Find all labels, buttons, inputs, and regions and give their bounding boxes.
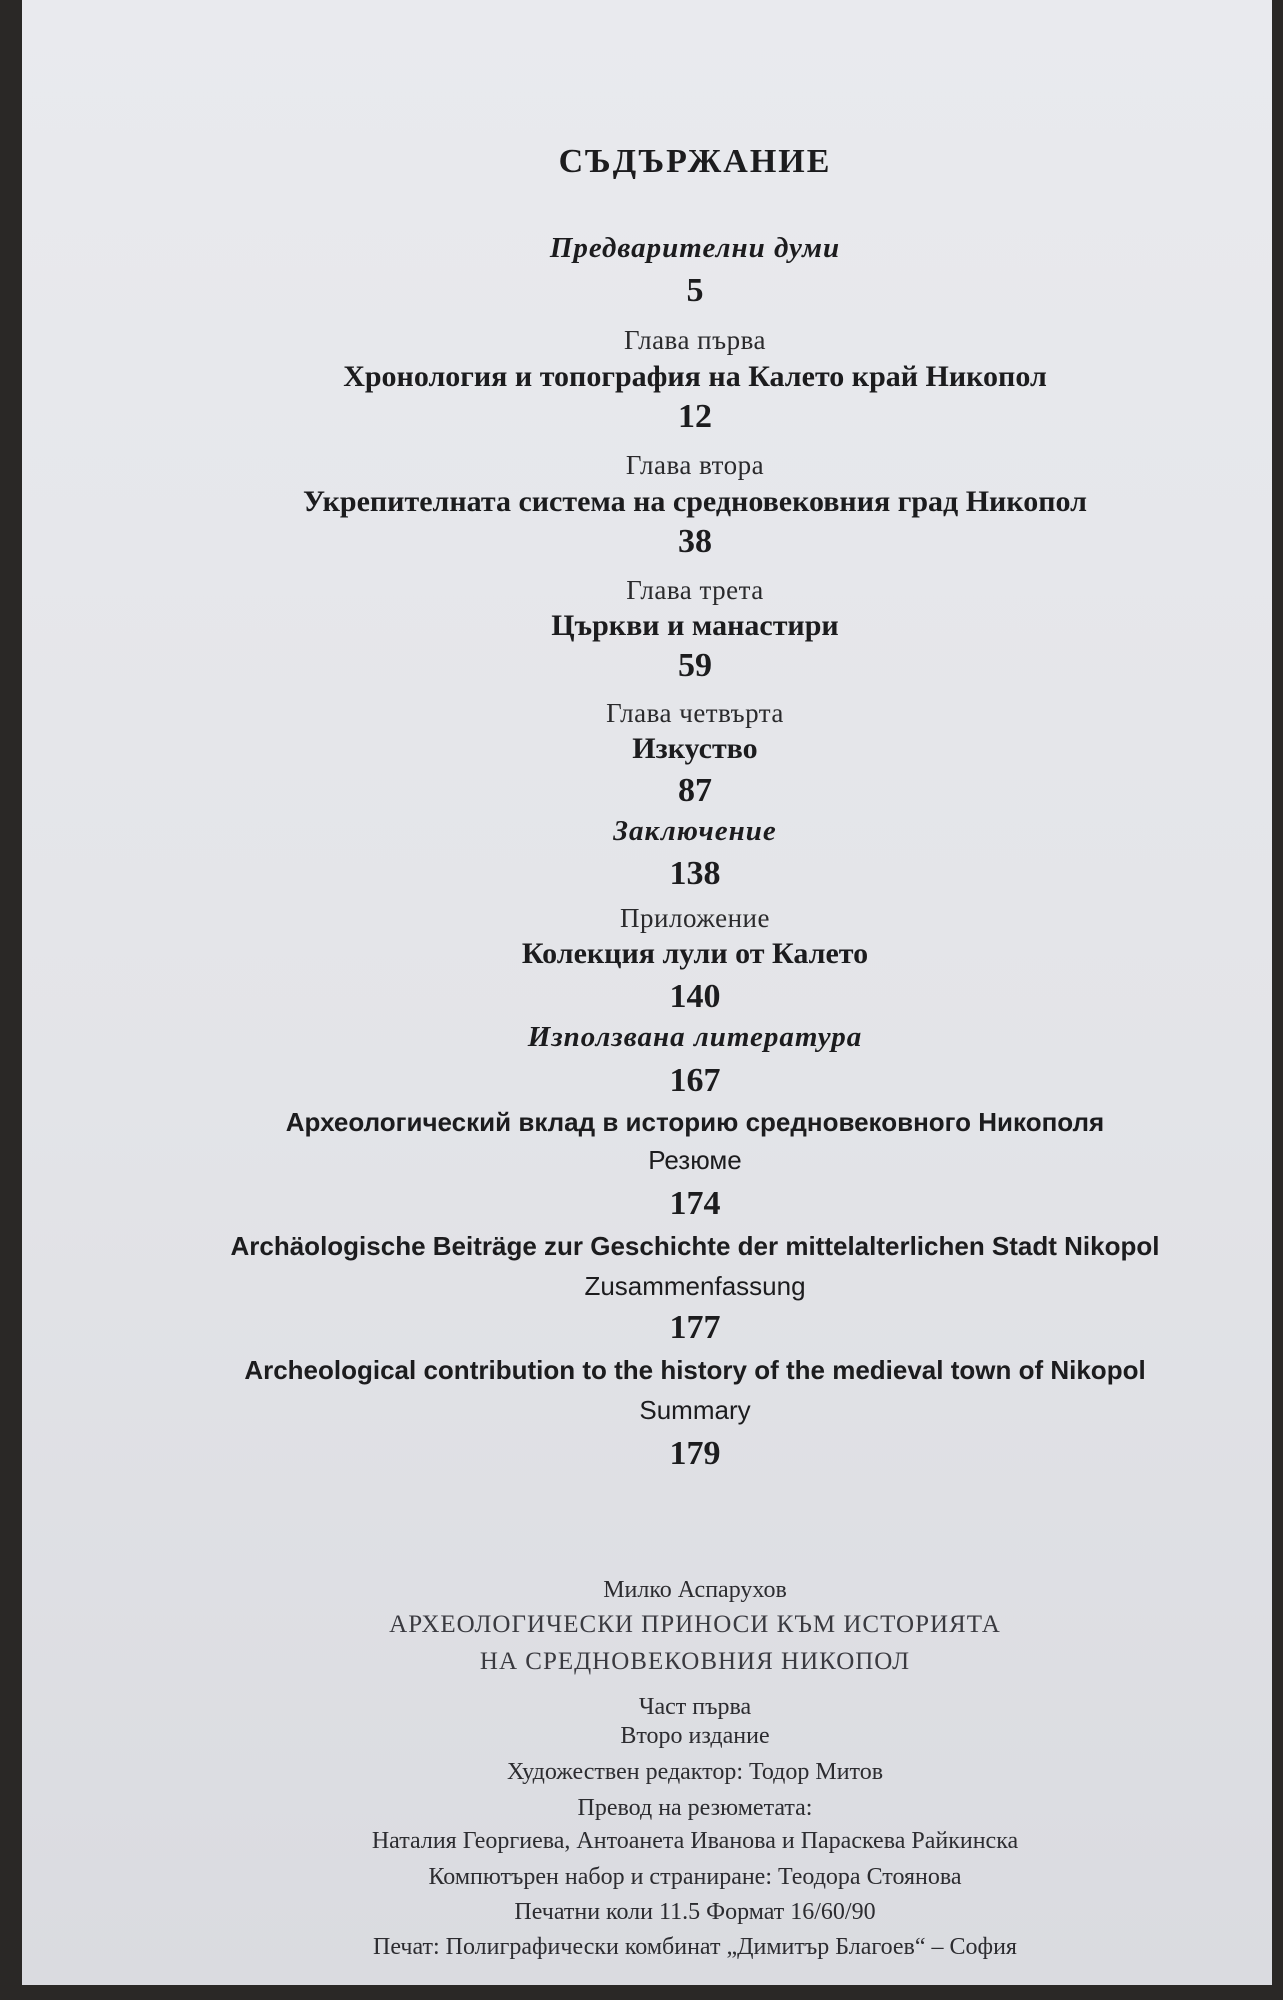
conclusion-page: 138: [669, 855, 721, 892]
toc-heading: СЪДЪРЖАНИЕ: [558, 143, 832, 180]
appendix-page: 140: [669, 978, 721, 1015]
appendix-title: Колекция лули от Калето: [521, 937, 869, 970]
summary-ru-title: Археологический вклад в историю средновековного Никополя: [285, 1107, 1105, 1137]
literature-page: 167: [669, 1062, 721, 1099]
imprint-edition: Второ издание: [620, 1723, 770, 1749]
summary-ru-page: 174: [669, 1185, 721, 1222]
summary-en-title: Archeological contribution to the history of the medieval town of Nikopol: [244, 1355, 1146, 1385]
literature-title: Използвана литература: [527, 1021, 863, 1053]
summary-en-page: 179: [669, 1435, 721, 1472]
chapter3-title: Църкви и манастири: [551, 609, 839, 642]
chapter2-page: 38: [678, 523, 712, 560]
imprint-part: Част първа: [638, 1694, 752, 1720]
chapter4-page: 87: [678, 772, 712, 809]
imprint-format: Печатни коли 11.5 Формат 16/60/90: [514, 1899, 876, 1925]
chapter4-title: Изкуство: [632, 732, 758, 765]
imprint-author: Милко Аспарухов: [603, 1577, 787, 1603]
book-page: [22, 0, 1272, 1985]
chapter2-title: Укрепителната система на средновековния град Никопол: [303, 485, 1087, 518]
imprint-translators: Наталия Георгиева, Антоанета Иванова и Параскева Райкинска: [371, 1828, 1019, 1854]
imprint-translation-label: Превод на резюметата:: [577, 1795, 813, 1821]
imprint-art-editor: Художествен редактор: Тодор Митов: [506, 1759, 884, 1785]
chapter3-page: 59: [678, 647, 712, 684]
chapter1-page: 12: [678, 398, 712, 435]
chapter1-title: Хронология и топография на Калето край Никопол: [343, 360, 1047, 393]
summary-de-page: 177: [669, 1309, 721, 1346]
appendix-label: Приложение: [620, 903, 770, 933]
chapter2-label: Глава втора: [625, 450, 765, 480]
summary-de-title: Archäologische Beiträge zur Geschichte der mittelalterlichen Stadt Nikopol: [230, 1231, 1160, 1261]
summary-en-label: Summary: [639, 1395, 751, 1425]
foreword-title: Предварителни думи: [549, 232, 841, 264]
conclusion-title: Заключение: [613, 815, 777, 847]
chapter4-label: Глава четвърта: [606, 698, 784, 728]
imprint-typesetting: Компютърен набор и страниране: Теодора Стоянова: [428, 1864, 962, 1890]
chapter3-label: Глава трета: [626, 575, 764, 605]
imprint-book-title-2: НА СРЕДНОВЕКОВНИЯ НИКОПОЛ: [479, 1648, 911, 1675]
chapter1-label: Глава първа: [624, 325, 766, 355]
summary-ru-label: Резюме: [648, 1145, 742, 1175]
foreword-page: 5: [686, 272, 704, 309]
summary-de-label: Zusammenfassung: [584, 1271, 806, 1301]
imprint-printer: Печат: Полиграфически комбинат „Димитър Благоев“ – София: [373, 1934, 1017, 1960]
imprint-book-title-1: АРХЕОЛОГИЧЕСКИ ПРИНОСИ КЪМ ИСТОРИЯТА: [389, 1611, 1001, 1638]
